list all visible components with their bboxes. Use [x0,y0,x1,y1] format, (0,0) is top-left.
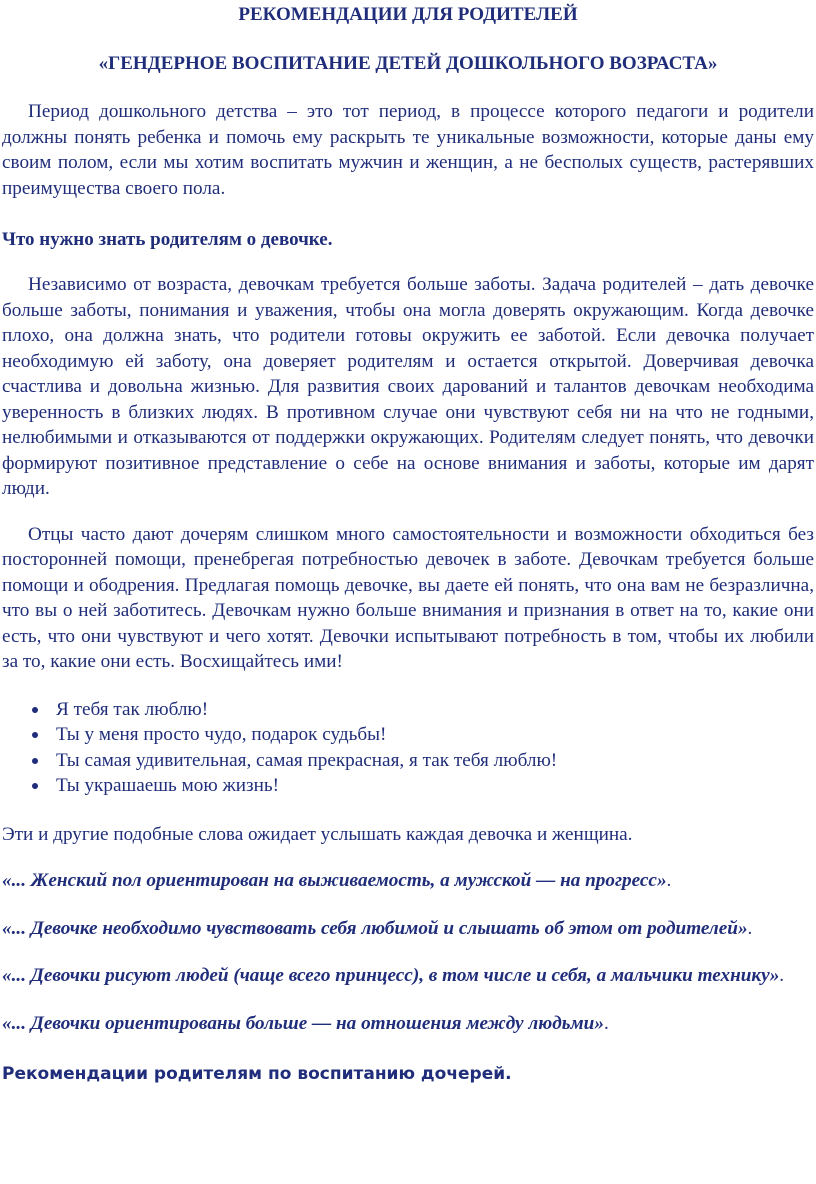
quote-open: « [2,917,12,939]
quote-text: ... Девочки рисуют людей (чаще всего принцесс), в том числе и себя, а мальчики технику [11,965,770,987]
quote-3 [2,963,814,989]
intro-paragraph: Период дошкольного детства – это тот период, в процессе которого педагоги и родители должны понять ребенка и помочь ему раскрыть те уникальные возможности, которые даны ему своим полом, если мы хотим воспитать мужчин и женщин, а не бесполых существ, растерявших преимущества своего пола. [2,101,814,199]
quote-open: « [2,1012,12,1034]
quote-period: . [747,917,753,939]
list-item [32,773,814,799]
quote-1 [2,868,814,894]
affirmations-list [2,697,814,799]
bullet-icon [32,707,38,713]
quote-close-mark: » [737,917,748,939]
quote-close-mark: » [594,1012,604,1034]
document-subtitle: «ГЕНДЕРНОЕ ВОСПИТАНИЕ ДЕТЕЙ ДОШКОЛЬНОГО ВОЗРАСТА» [98,53,718,74]
quote-period: . [779,965,785,987]
list-item-text: Ты самая удивительная, самая прекрасная, я так тебя люблю! [56,749,558,771]
quote-text: ... Женский пол ориентирован на выживаемость, а мужской — на прогресс [11,870,657,892]
bullet-icon [32,758,38,764]
quote-4 [2,1011,814,1037]
quote-period: . [603,1012,609,1034]
after-list-text: Эти и другие подобные слова ожидает услышать каждая девочка и женщина. [2,823,633,845]
bullet-icon [32,783,38,789]
section-heading-girls: Что нужно знать родителям о девочке. [2,229,333,250]
quote-2 [2,916,814,942]
quote-text: ... Девочке необходимо чувствовать себя любимой и слышать об этом от родителей [11,917,738,939]
quote-text: ... Девочки ориентированы больше — на отношения между людьми [11,1012,595,1034]
quote-open: « [2,965,12,987]
list-item-text: Ты у меня просто чудо, подарок судьбы! [56,724,387,746]
quote-open: « [2,870,12,892]
final-heading: Рекомендации родителям по воспитанию дочерей. [2,1064,512,1085]
paragraph-care: Независимо от возраста, девочкам требуется больше заботы. Задача родителей – дать девочке больше заботы, понимания и уважения, чтобы она могла доверять окружающим. Когда девочке плохо, она должна знать, что родители готовы окружить ее заботой. Если девочка получает необходимую ей заботу, она доверяет родителям и остается открытой. Доверчивая девочка счастлива и довольна жизнью. Для развития своих дарований и талантов девочкам необходима уверенность в близких людях. В противном случае они чувствуют себя ни на что не годными, нелюбимыми и отказываются от поддержки окружающих. Родителям следует понять, что девочки формируют позитивное представление о себе на основе внимания и заботы, которые им дарят люди. [2,274,814,499]
list-item [32,748,814,774]
list-item [32,722,814,748]
list-item-text: Я тебя так люблю! [56,698,209,720]
paragraph-fathers: Отцы часто дают дочерям слишком много самостоятельности и возможности обходиться без посторонней помощи, пренебрегая потребностью девочек в заботе. Девочкам требуется больше помощи и ободрения. Предлагая помощь девочке, вы даете ей понять, что она вам не безразлична, что вы о ней заботитесь. Девочкам нужно больше внимания и признания в ответ на то, какие они есть, что они чувствуют и чего хотят. Девочки испытывают потребность в том, чтобы их любили за то, какие они есть. Восхищайтесь ими! [2,523,814,672]
quote-close-mark: » [656,870,667,892]
quote-period: . [666,870,672,892]
list-item-text: Ты украшаешь мою жизнь! [56,775,279,797]
quote-close-mark: » [769,965,780,987]
list-item [32,697,814,723]
bullet-icon [32,732,38,738]
document-title: РЕКОМЕНДАЦИИ ДЛЯ РОДИТЕЛЕЙ [238,4,578,25]
